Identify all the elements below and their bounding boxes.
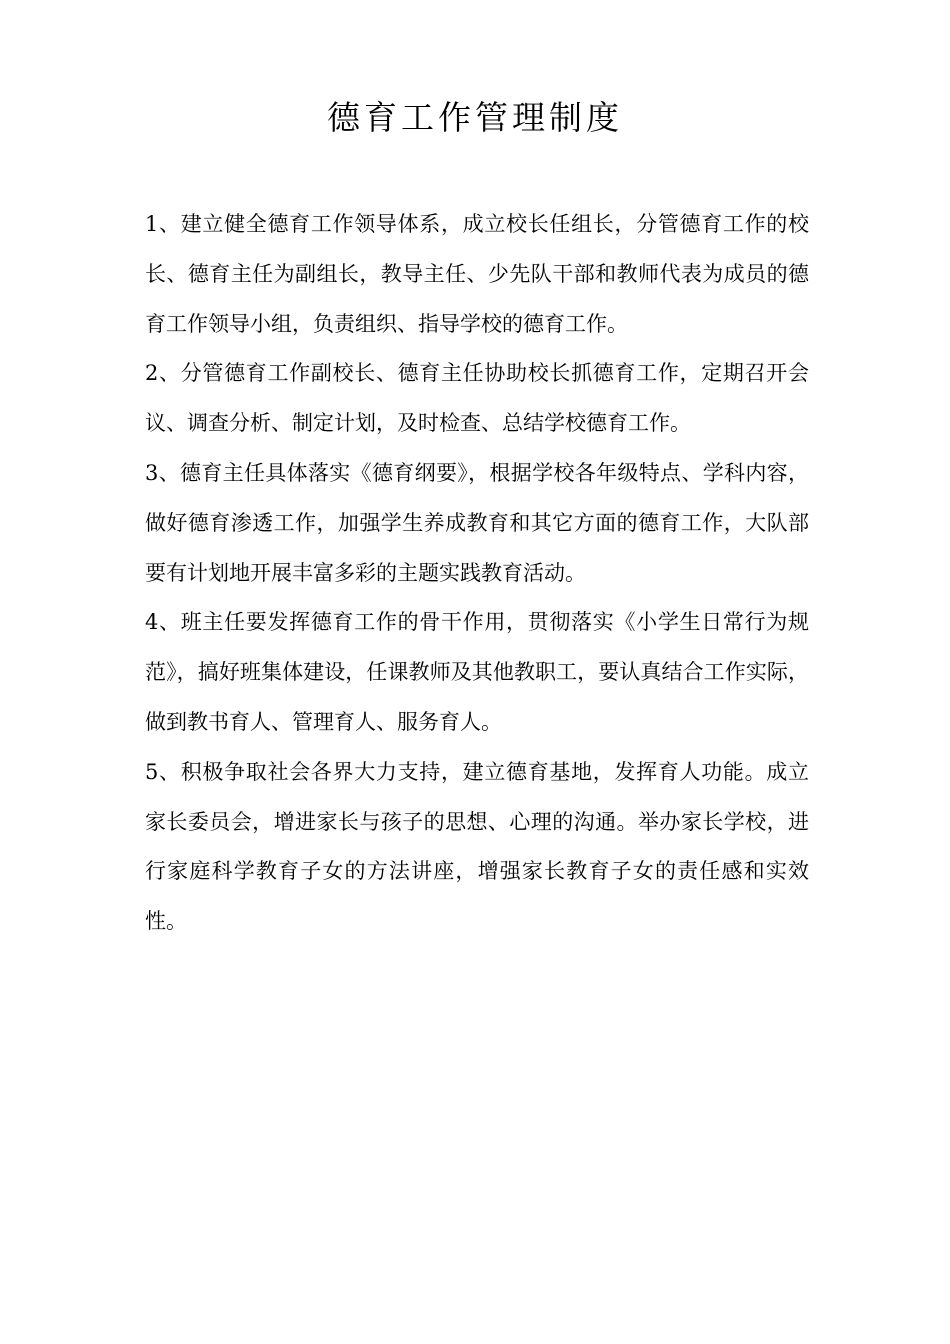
paragraph-5: 5、积极争取社会各界大力支持，建立德育基地，发挥育人功能。成立家长委员会，增进家长与孩子的思想、心理的沟通。举办家长学校，进行家庭科学教育子女的方法讲座，增强家长教育子女的责任感和实效性。	[145, 759, 809, 934]
paragraph-2: 2、分管德育工作副校长、德育主任协助校长抓德育工作，定期召开会议、调查分析、制定计划，及时检查、总结学校德育工作。	[145, 361, 809, 436]
document-title: 德育工作管理制度	[327, 98, 623, 137]
paragraph-4: 4、班主任要发挥德育工作的骨干作用，贯彻落实《小学生日常行为规范》，搞好班集体建设，任课教师及其他教职工，要认真结合工作实际，做到教书育人、管理育人、服务育人。	[145, 610, 809, 734]
document-body	[145, 200, 809, 947]
paragraph-3: 3、德育主任具体落实《德育纲要》，根据学校各年级特点、学科内容，做好德育渗透工作，加强学生养成教育和其它方面的德育工作，大队部要有计划地开展丰富多彩的主题实践教育活动。	[145, 460, 809, 585]
paragraph-1: 1、建立健全德育工作领导体系，成立校长任组长，分管德育工作的校长、德育主任为副组长，教导主任、少先队干部和教师代表为成员的德育工作领导小组，负责组织、指导学校的德育工作。	[145, 212, 809, 336]
